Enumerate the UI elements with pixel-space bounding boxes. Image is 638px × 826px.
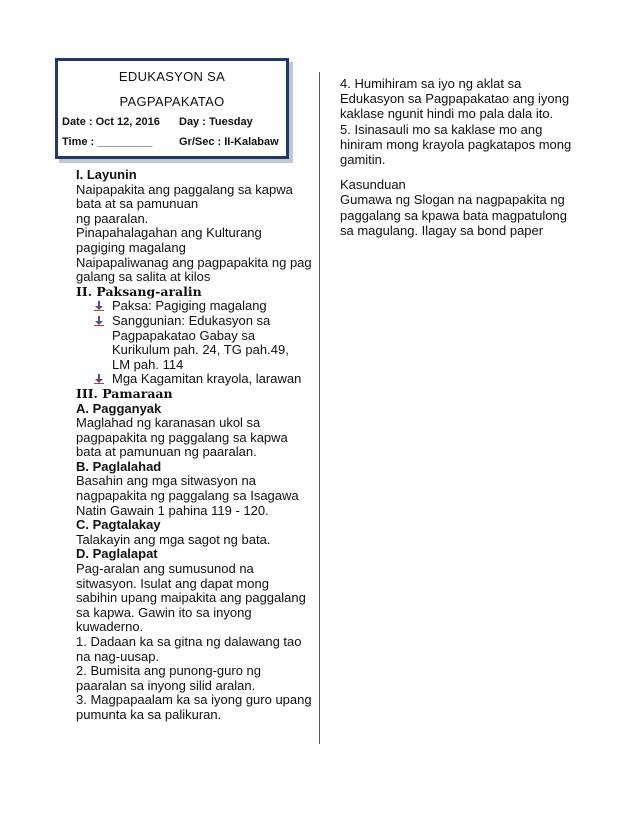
section-heading-pamaraan: III. Pamaraan (76, 385, 173, 401)
situations-continued (340, 76, 580, 167)
text-line: nagpapakita ng paggalang sa Isagawa (76, 488, 299, 504)
text-line: bata at pamunuan ng paaralan. (76, 444, 257, 460)
text-line: kuwaderno. (76, 619, 144, 635)
text-line: Maglahad ng karanasan ukol sa (76, 415, 261, 431)
text-line: 3. Magpapaalam ka sa iyong guro upang (76, 692, 312, 708)
bullet-text-line: LM pah. 114 (112, 356, 184, 372)
kasunduan-heading: Kasunduan (340, 177, 406, 193)
kasunduan-text (340, 192, 580, 238)
text-line: na nag-uusap. (76, 648, 160, 664)
text-line: 1. Dadaan ka sa gitna ng dalawang tao (76, 634, 302, 649)
right-column (340, 76, 580, 238)
text-line: paaralan sa inyong silid aralan. (76, 677, 256, 693)
text-line: ng paaralan. (76, 210, 149, 226)
down-arrow-bullet-icon (94, 316, 104, 326)
lesson-header-box (55, 58, 289, 159)
list-item (94, 372, 316, 387)
paglalahad-text (76, 474, 316, 518)
text-line: paggalang sa kpawa bata magpatulong (340, 207, 567, 223)
paglalapat-text (76, 562, 316, 723)
bullet-text-line: Paksa: Pagiging magalang (112, 298, 267, 314)
subject-title-line2: PAGPAPAKATAO (119, 94, 225, 109)
text-line: 4. Humihiram sa iyo ng aklat sa (340, 76, 522, 91)
paksang-aralin-list (76, 299, 316, 387)
text-line: 2. Bumisita ang punong-guro ng (76, 663, 262, 679)
text-line: sitwasyon. Isulat ang dapat mong (76, 575, 269, 591)
text-line: Pag-aralan ang sumusunod na (76, 561, 254, 577)
bullet-text-line: Pagpapakatao Gabay sa (112, 327, 256, 343)
text-line: Pinapahalagahan ang Kulturang (76, 225, 262, 241)
down-arrow-bullet-icon (94, 301, 104, 311)
subject-title-line1: EDUKASYON SA (118, 69, 226, 84)
text-line: Gumawa ng Slogan na nagpapakita ng (340, 192, 565, 208)
subheading-pagtalakay: C. Pagtalakay (76, 517, 161, 533)
text-line: 5. Isinasauli mo sa kaklase mo ang (340, 121, 543, 137)
text-line: Edukasyon sa Pagpapakatao ang iyong (340, 91, 570, 107)
text-line: Basahin ang mga sitwasyon na (76, 473, 256, 489)
text-line: bata at sa pamunuan (76, 196, 199, 212)
text-line: pagpapakita ng paggalang sa kapwa (76, 429, 288, 445)
text-line: sa magulang. Ilagay sa bond paper (340, 222, 544, 238)
text-line: sabihin upang maipakita ang paggalang (76, 590, 306, 606)
text-line: galang sa salita at kilos (76, 269, 211, 285)
day-field: Day : Tuesday (179, 116, 253, 128)
text-line: Natin Gawain 1 pahina 119 - 120. (76, 502, 269, 518)
text-line: Naipapakita ang paggalang sa kapwa (76, 181, 293, 197)
down-arrow-bullet-icon (94, 374, 104, 384)
bullet-text-line: Mga Kagamitan krayola, larawan (112, 371, 302, 387)
layunin-text (76, 183, 316, 285)
section-heading-layunin: I. Layunin (76, 167, 137, 182)
text-line: sa kapwa. Gawin ito sa inyong (76, 604, 252, 620)
bullet-text-line: Sanggunian: Edukasyon sa (112, 312, 271, 328)
text-line: kaklase ngunit hindi mo pala dala ito. (340, 106, 554, 122)
text-line: pagiging magalang (76, 239, 186, 255)
time-field: Time : _________ (62, 136, 153, 148)
bullet-text-line: Kurikulum pah. 24, TG pah.49, (112, 342, 289, 358)
text-line: Naipapaliwanag ang pagpapakita ng pag (76, 254, 312, 270)
date-field: Date : Oct 12, 2016 (62, 116, 160, 128)
pagganyak-text (76, 416, 316, 460)
text-line: pumunta ka sa palikuran. (76, 706, 222, 722)
section-heading-paksang-aralin: II. Paksang-aralin (76, 283, 202, 299)
subheading-paglalapat: D. Paglalapat (76, 546, 158, 562)
subheading-pagganyak: A. Pagganyak (76, 400, 162, 416)
list-item (94, 314, 316, 372)
subheading-paglalahad: B. Paglalahad (76, 458, 162, 474)
pagtalakay-text (76, 533, 316, 548)
text-line: hiniram mong krayola pagkatapos mong (340, 136, 572, 152)
list-item (94, 299, 316, 314)
column-divider (319, 72, 320, 744)
left-column (76, 168, 316, 723)
text-line: Talakayin ang mga sagot ng bata. (76, 531, 271, 547)
grade-section-field: Gr/Sec : II-Kalabaw (179, 136, 279, 148)
text-line: gamitin. (340, 152, 386, 168)
